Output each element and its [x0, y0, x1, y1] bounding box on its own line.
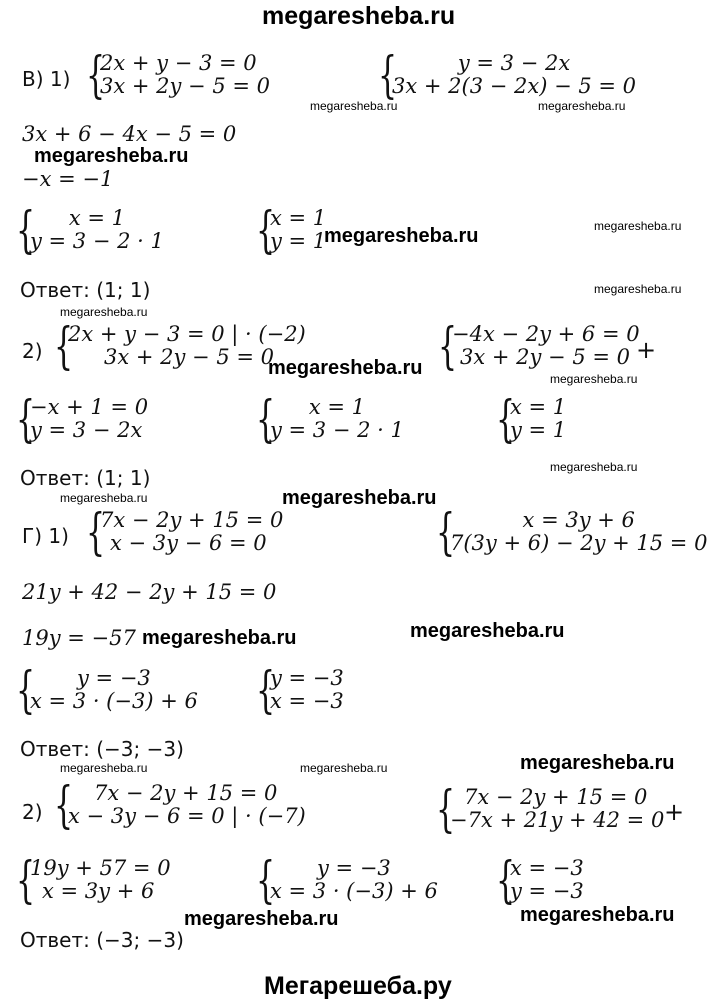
brace-icon: { [54, 776, 74, 834]
equation-line: −x = −1 [22, 167, 114, 191]
system-g2-c [16, 851, 171, 909]
equation-row: 7x − 2y + 15 = 0 [464, 785, 648, 809]
watermark-small: megaresheba.ru [60, 491, 148, 505]
equation-row: y = 1 [270, 229, 327, 253]
equation-row: x = −3 [270, 689, 344, 713]
system-v1-d [256, 201, 327, 259]
equation-row: x = 1 [308, 395, 366, 419]
equation-row: y = −3 [270, 666, 344, 690]
brace-icon: { [86, 46, 106, 104]
site-footer: Мегарешеба.ру [264, 972, 452, 1000]
site-header: megaresheba.ru [262, 2, 456, 30]
equation-row: y = 3 − 2x [457, 51, 571, 75]
brace-icon: { [16, 851, 36, 909]
watermark-small: megaresheba.ru [300, 761, 388, 775]
equation-row: y = 3 − 2x [30, 418, 143, 442]
equation-row: −7x + 21y + 42 = 0 [450, 808, 665, 832]
brace-icon: { [378, 46, 398, 104]
system-g1-d [256, 661, 344, 719]
equation-row: y = 3 − 2 · 1 [270, 418, 404, 442]
equation-row: x = 1 [68, 206, 126, 230]
equation-row: x = 1 [510, 395, 567, 419]
watermark-small: megaresheba.ru [550, 460, 638, 474]
equation-row: y = −3 [77, 666, 151, 690]
system-v2-e [496, 390, 567, 448]
watermark-small: megaresheba.ru [550, 372, 638, 386]
system-g2-d [256, 851, 438, 909]
watermark-big: megaresheba.ru [282, 487, 437, 509]
watermark-small: megaresheba.ru [538, 99, 626, 113]
system-v1-b [378, 46, 637, 104]
brace-icon: { [436, 503, 456, 561]
system-v1-a [86, 46, 270, 104]
system-v2-d [256, 390, 404, 448]
equation-row: x − 3y − 6 = 0 [110, 531, 267, 555]
equation-row: 19y + 57 = 0 [30, 856, 171, 880]
system-g1-b [436, 503, 708, 561]
system-v2-c [16, 390, 149, 448]
system-v1-c [16, 201, 164, 259]
watermark-small: megaresheba.ru [594, 282, 682, 296]
equation-row: −x + 1 = 0 [30, 395, 149, 419]
brace-icon: { [256, 201, 276, 259]
equation-row: x = 3y + 6 [522, 508, 635, 532]
watermark-small: megaresheba.ru [310, 99, 398, 113]
answer-g2: Ответ: (−3; −3) [20, 928, 184, 952]
answer-g1: Ответ: (−3; −3) [20, 737, 184, 761]
equation-line: 21y + 42 − 2y + 15 = 0 [22, 580, 277, 604]
system-v2-b [438, 317, 640, 375]
equation-row: x = 1 [270, 206, 327, 230]
brace-icon: { [86, 503, 106, 561]
equation-row: 3x + 2y − 5 = 0 [104, 345, 274, 369]
brace-icon: { [438, 317, 458, 375]
brace-icon: { [16, 201, 36, 259]
equation-row: x = 3 · (−3) + 6 [270, 879, 438, 903]
equation-row: y = 3 − 2 · 1 [30, 229, 164, 253]
brace-icon: { [16, 661, 36, 719]
brace-icon: { [256, 390, 276, 448]
equation-row: 2x + y − 3 = 0 [100, 51, 257, 75]
system-g2-a [54, 776, 306, 834]
watermark-big: megaresheba.ru [520, 752, 675, 774]
equation-row: x − 3y − 6 = 0 | · (−7) [68, 804, 306, 828]
watermark-big: megaresheba.ru [324, 225, 479, 247]
watermark-big: megaresheba.ru [34, 145, 189, 167]
system-g2-b [436, 780, 665, 838]
brace-icon: { [496, 390, 516, 448]
equation-row: y = −3 [317, 856, 391, 880]
watermark-big: megaresheba.ru [184, 908, 339, 930]
answer-v1: Ответ: (1; 1) [20, 278, 151, 302]
system-g1-a [86, 503, 284, 561]
equation-line: 19y = −57 [22, 626, 136, 650]
plus-sign: + [636, 336, 657, 364]
brace-icon: { [436, 780, 456, 838]
equation-row: x = 3 · (−3) + 6 [30, 689, 198, 713]
brace-icon: { [16, 390, 36, 448]
section-v-label-2: 2) [22, 339, 43, 363]
equation-row: 3x + 2y − 5 = 0 [100, 74, 270, 98]
equation-row: x = −3 [510, 856, 584, 880]
brace-icon: { [54, 317, 74, 375]
section-v-label-1: В) 1) [22, 67, 71, 91]
equation-row: 3x + 2y − 5 = 0 [460, 345, 630, 369]
equation-row: x = 3y + 6 [42, 879, 155, 903]
equation-row: y = −3 [510, 879, 584, 903]
equation-row: 7x − 2y + 15 = 0 [94, 781, 278, 805]
plus-sign: + [664, 798, 685, 826]
equation-row: 7x − 2y + 15 = 0 [100, 508, 284, 532]
equation-row: y = 1 [510, 418, 567, 442]
watermark-big: megaresheba.ru [268, 357, 423, 379]
watermark-small: megaresheba.ru [60, 761, 148, 775]
section-g-label-2: 2) [22, 800, 43, 824]
system-g2-e [496, 851, 584, 909]
watermark-small: megaresheba.ru [594, 219, 682, 233]
equation-line: 3x + 6 − 4x − 5 = 0 [22, 122, 237, 146]
answer-v2: Ответ: (1; 1) [20, 466, 151, 490]
equation-row: 2x + y − 3 = 0 | · (−2) [68, 322, 306, 346]
watermark-big: megaresheba.ru [142, 627, 297, 649]
brace-icon: { [256, 851, 276, 909]
equation-row: 7(3y + 6) − 2y + 15 = 0 [450, 531, 708, 555]
brace-icon: { [496, 851, 516, 909]
equation-row: 3x + 2(3 − 2x) − 5 = 0 [392, 74, 637, 98]
section-g-label-1: Г) 1) [22, 524, 69, 548]
brace-icon: { [256, 661, 276, 719]
watermark-small: megaresheba.ru [60, 305, 148, 319]
watermark-big: megaresheba.ru [410, 620, 565, 642]
equation-row: −4x − 2y + 6 = 0 [452, 322, 640, 346]
system-g1-c [16, 661, 198, 719]
watermark-big: megaresheba.ru [520, 904, 675, 926]
